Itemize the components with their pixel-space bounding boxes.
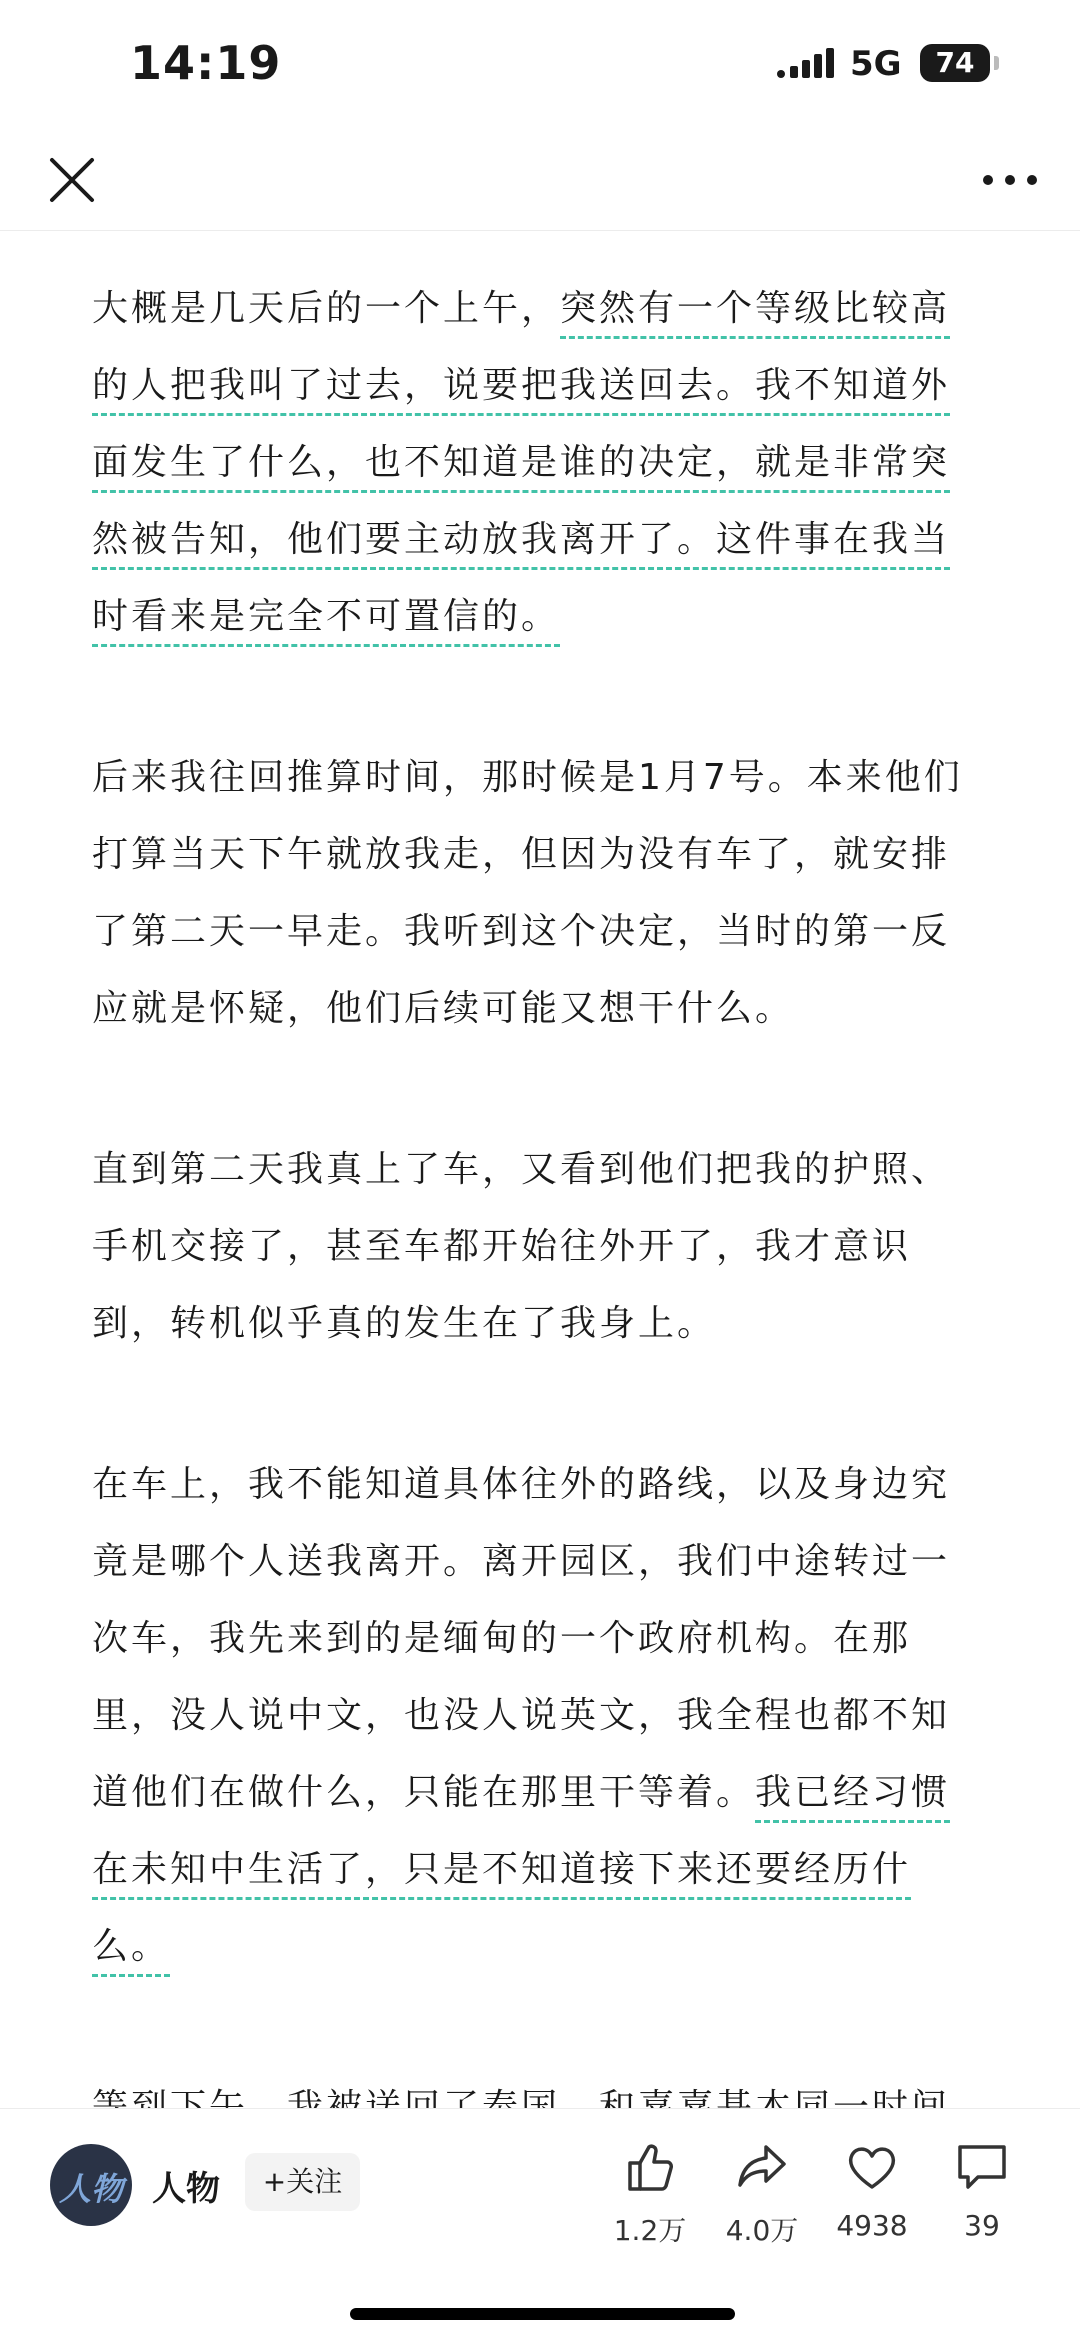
avatar-logo-text: 人物: [58, 2170, 123, 2208]
comment-icon: [954, 2139, 1010, 2195]
thumbs-up-icon: [622, 2139, 678, 2195]
paragraph-text: 后来我往回推算时间，那时候是1月7号。本来他们打算当天下午就放我走，但因为没有车了，就安排了第二天一早走。我听到这个决定，当时的第一反应就是怀疑，他们后续可能又想干什么。: [92, 757, 963, 1029]
favorite-button[interactable]: [822, 2139, 922, 2242]
paragraph-text: 直到第二天我真上了车，又看到他们把我的护照、手机交接了，甚至车都开始往外开了，我才意识到，转机似乎真的发生在了我身上。: [92, 1149, 951, 1344]
network-type: 5G: [850, 44, 902, 84]
comment-button[interactable]: [932, 2139, 1032, 2242]
heart-icon: [844, 2139, 900, 2195]
article-paragraph: [92, 1446, 988, 1985]
article-paragraph: [92, 739, 988, 1047]
share-icon: [734, 2139, 790, 2195]
share-button[interactable]: [712, 2139, 812, 2249]
article-paragraph: [92, 270, 988, 655]
author-name[interactable]: 人物: [152, 2169, 220, 2209]
article-body: [92, 270, 988, 2100]
follow-button[interactable]: +关注: [245, 2153, 360, 2211]
status-bar: [0, 0, 1080, 130]
like-count: 1.2万: [613, 2214, 687, 2247]
more-dots-icon[interactable]: [978, 160, 1042, 200]
highlighted-text[interactable]: 突然有一个等级比较高的人把我叫了过去，说要把我送回去。我不知道外面发生了什么，也不知道是谁的决定，就是非常突然被告知，他们要主动放我离开了。这件事在我当时看来是完全不可置信的。: [92, 288, 951, 637]
nav-bar: [0, 130, 1080, 231]
share-count: 4.0万: [725, 2214, 799, 2247]
favorite-count: 4938: [836, 2209, 908, 2242]
like-button[interactable]: [600, 2139, 700, 2249]
battery-level: 74: [920, 44, 990, 82]
paragraph-text: 在车上，我不能知道具体往外的路线，以及身边究竟是哪个人送我离开。离开园区，我们中途转过一次车，我先来到的是缅甸的一个政府机构。在那里，没人说中文，也没人说英文，我全程也都不知道他们在做什么，只能在那里干等着。: [92, 1464, 951, 1813]
status-time: 14:19: [130, 36, 282, 90]
author-avatar[interactable]: [50, 2144, 132, 2226]
paragraph-text: 大概是几天后的一个上午，: [92, 288, 561, 329]
battery-cap: [994, 56, 999, 70]
article-paragraph: [92, 1131, 988, 1362]
comment-count: 39: [964, 2209, 1000, 2242]
highlighted-text[interactable]: 我已经习惯在未知中生活了，只是不知道接下来还要经历什么。: [92, 1772, 951, 1967]
bottom-bar: [0, 2108, 1080, 2338]
signal-icon: [776, 46, 836, 80]
home-indicator: [350, 2308, 735, 2320]
close-icon[interactable]: [40, 148, 104, 212]
